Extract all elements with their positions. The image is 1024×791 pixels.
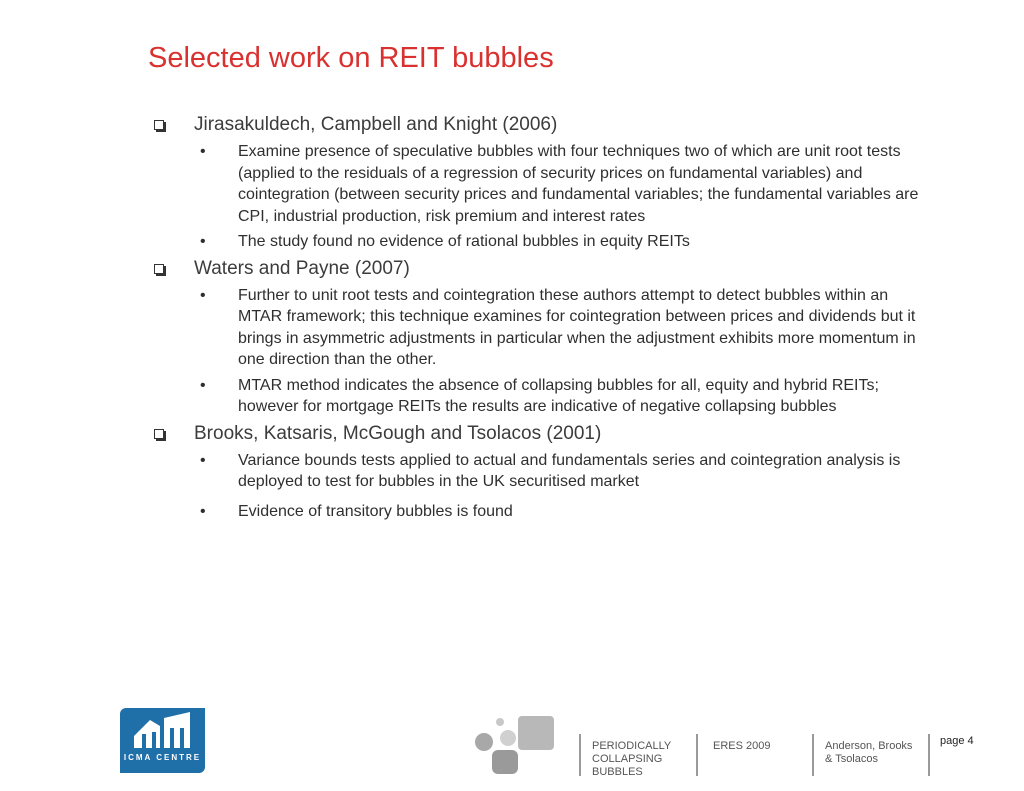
bullet-dot-icon: • [200,502,206,520]
bullet-dot-icon: • [200,451,206,469]
checkbox-bullet-icon [154,429,164,439]
building-icon [120,708,205,754]
slide-title: Selected work on REIT bubbles [148,42,554,74]
bullet-text: The study found no evidence of rational bubbles in equity REITs [238,233,690,250]
page-number: page 4 [940,735,974,747]
section [150,113,940,253]
checkbox-bullet-icon [154,120,164,130]
section-heading-text: Jirasakuldech, Campbell and Knight (2006) [194,114,558,135]
bullet-item [150,141,940,227]
section [150,422,940,523]
section-heading-text: Waters and Payne (2007) [194,257,410,279]
bullet-dot-icon: • [200,143,206,160]
footer-topic [592,740,671,779]
bullet-item [150,285,940,371]
bullet-list [150,285,940,418]
logo-text: ICMA CENTRE [123,753,202,762]
bullet-item [150,231,940,253]
section-heading [150,257,940,281]
bullet-dot-icon: • [200,233,206,250]
bullet-list [150,141,940,253]
checkbox-bullet-icon [154,264,164,274]
footer-divider [812,734,814,776]
footer-topic-line: PERIODICALLY [592,740,672,752]
decorative-shapes-icon [470,712,560,777]
footer-divider [579,734,581,776]
footer-authors-line: Anderson, Brooks [825,740,913,752]
slide-content [150,113,940,526]
footer-divider [696,734,698,776]
bullet-text: Evidence of transitory bubbles is found [238,502,513,520]
footer-divider [928,734,930,776]
bullet-item [150,501,940,523]
bullet-text: Examine presence of speculative bubbles with four techniques two of which are unit root tests (applied to the residuals of a regression of security prices on fundamental variables) and cointegration (between security prices and fundamental variables; the fundamental variables are CPI, industrial production, risk premium and interest rates [238,143,919,225]
section-heading [150,113,940,137]
footer-topic-line: COLLAPSING [592,753,663,765]
footer-authors [825,740,912,766]
bullet-text: MTAR method indicates the absence of collapsing bubbles for all, equity and hybrid REITs; however for mortgage REITs the results are indicative of negative collapsing bubbles [238,376,879,415]
footer-authors-line: & Tsolacos [825,753,878,765]
bullet-item [150,450,940,493]
bullet-item [150,375,940,418]
bullet-list [150,450,940,523]
section [150,257,940,418]
bullet-dot-icon: • [200,286,206,304]
section-heading [150,422,940,446]
icma-centre-logo [120,708,205,773]
bullet-dot-icon: • [200,376,206,394]
footer-event: ERES 2009 [713,740,771,752]
section-heading-text: Brooks, Katsaris, McGough and Tsolacos (2001) [194,422,602,444]
bullet-text: Further to unit root tests and cointegration these authors attempt to detect bubbles within an MTAR framework; this technique examines for cointegration between prices and dividends but it brings in asymmetric adjustments in particular when the adjustment exhibits more momentum in one direction than the other. [238,286,916,368]
footer-topic-line: BUBBLES [592,766,643,778]
bullet-text: Variance bounds tests applied to actual and fundamentals series and cointegration analysis is deployed to test for bubbles in the UK securitised market [238,451,901,490]
